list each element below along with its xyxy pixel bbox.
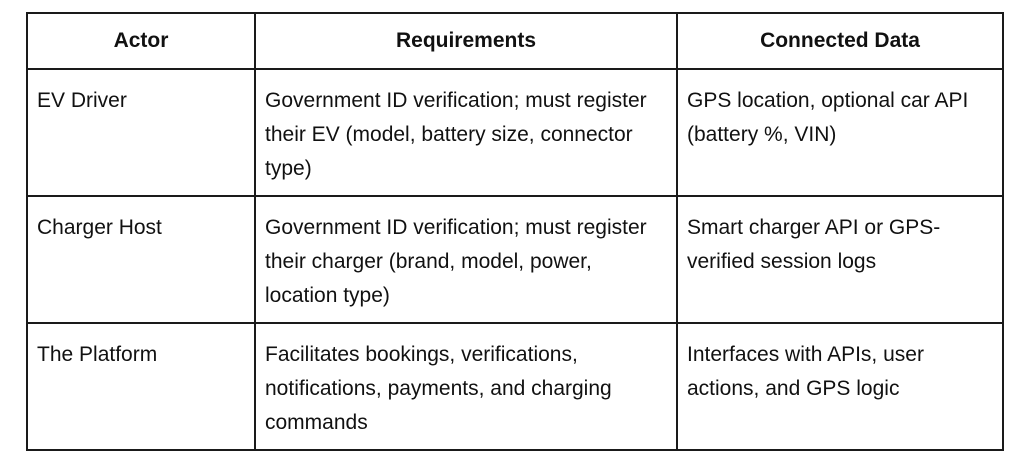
- requirements-cell: Government ID verification; must register their EV (model, battery size, connector type): [255, 69, 677, 196]
- actor-cell: EV Driver: [27, 69, 255, 196]
- connected-data-cell: Interfaces with APIs, user actions, and GPS logic: [677, 323, 1003, 450]
- column-header-connected-data: Connected Data: [677, 13, 1003, 69]
- column-header-actor: Actor: [27, 13, 255, 69]
- table-row: [27, 196, 1003, 323]
- table-row: [27, 69, 1003, 196]
- connected-data-cell: GPS location, optional car API (battery %, VIN): [677, 69, 1003, 196]
- column-header-requirements: Requirements: [255, 13, 677, 69]
- table-row: [27, 323, 1003, 450]
- table-header-row: [27, 13, 1003, 69]
- connected-data-cell: Smart charger API or GPS-verified session logs: [677, 196, 1003, 323]
- requirements-cell: Facilitates bookings, verifications, notifications, payments, and charging commands: [255, 323, 677, 450]
- actor-cell: The Platform: [27, 323, 255, 450]
- requirements-cell: Government ID verification; must register their charger (brand, model, power, location type): [255, 196, 677, 323]
- actor-cell: Charger Host: [27, 196, 255, 323]
- actor-requirements-table: [26, 12, 1004, 451]
